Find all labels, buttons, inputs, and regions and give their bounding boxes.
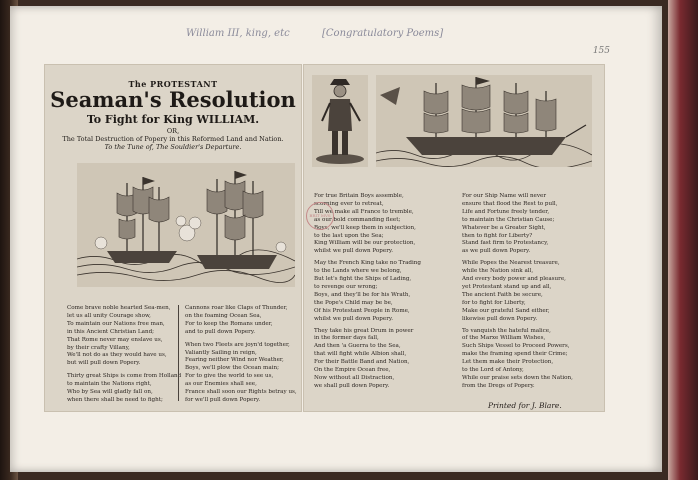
verse-line: Valiantly Sailing in reign,: [185, 349, 257, 356]
verse-line: scorning ever to retreat,: [314, 200, 384, 207]
verse-line: For to give the world to see us,: [185, 373, 274, 380]
verse-line: France shall soon our Rights betray us,: [185, 389, 297, 396]
verse-line: on the foaming Ocean Sea,: [185, 312, 262, 319]
verse-line: Boys, and they'll be for his Wrath,: [314, 291, 411, 298]
verse-line: Thirty great Ships is come from Holland: [67, 373, 182, 380]
verse-line: that will fight while Albion shall,: [314, 351, 407, 358]
verse-line: in this Ancient Christian Land;: [67, 328, 155, 335]
verse-line: as we pull down Popery.: [462, 248, 531, 255]
verse-line: to maintain the Christian Cause;: [462, 216, 555, 223]
verse-line: To maintain our Nations free man,: [67, 320, 165, 327]
title-line-tune: To the Tune of, The Souldier's Departure.: [104, 143, 242, 151]
verse-line: Let them make their Protection,: [462, 359, 554, 366]
woodcut-ship: [376, 75, 592, 167]
verse-line: Boys, we'll keep them in subjection,: [314, 224, 416, 231]
verse-line: and to pull down Popery.: [185, 328, 256, 335]
verse-line: Whatever be a Greater Sight,: [462, 224, 546, 231]
verse-line: Fearing neither Wind nor Weather,: [185, 357, 284, 364]
verse-right-col: [462, 193, 573, 391]
verse-line: When two Fleets are joyn'd together,: [185, 341, 290, 348]
verse-line: for we'll pull down Popery.: [185, 396, 261, 403]
title-line-3: To Fight for King WILLIAM.: [86, 113, 260, 126]
verse-line: May the French King take no Trading: [314, 260, 421, 267]
verse-line: Now without all Distraction,: [314, 374, 395, 381]
verse-line: but will pull down Popery.: [67, 360, 141, 367]
verse-line: we shall pull down Popery.: [314, 382, 390, 389]
verse-line: While Popes the Nearest treasure,: [462, 260, 560, 267]
verse-line: Make our grateful Sand either,: [462, 307, 550, 314]
verse-line: And every body power and pleasure,: [462, 276, 566, 283]
verse-line: to maintain the Nations right,: [67, 381, 152, 388]
verse-line: For true Britain Boys assemble,: [314, 193, 404, 199]
verse-line: Life and Fortune freely tender,: [462, 208, 550, 215]
verse-line: to the last upon the Sea;: [314, 232, 384, 239]
verse-line: King William will be our protection,: [314, 240, 416, 247]
broadside-left-sheet: [44, 64, 302, 412]
column-rule: [178, 305, 179, 401]
verse-line: On the Empire Ocean free,: [314, 367, 391, 374]
verse-line: from the Dregs of Popery.: [462, 382, 535, 389]
verse-line: to the Lord of Antony,: [462, 367, 524, 374]
album-page: [10, 6, 662, 472]
verse-line: as our bold commanding fleet;: [314, 216, 401, 223]
verse-line: let us all unity Courage show,: [67, 312, 151, 319]
library-stamp: BRIT MVS: [306, 202, 334, 230]
verse-line: to the Lands where we belong,: [314, 268, 402, 275]
verse-line: make the framing spend their Crime;: [462, 351, 568, 358]
title-line-or: OR,: [166, 127, 180, 135]
verse-line: Come brave noble hearted Sea-men,: [67, 305, 171, 311]
verse-line: But let's fight the Ships of Lading,: [314, 276, 412, 283]
verse-left-col-2: [185, 305, 297, 405]
verse-line: That Rome never may enslave us,: [67, 336, 163, 343]
verse-line: Who by Sea will gladly fall on,: [67, 389, 153, 396]
pencil-note-title: William III, king, etc: [186, 28, 290, 39]
title-line-5: The Total Destruction of Popery in this Reformed Land and Nation.: [62, 135, 284, 143]
pencil-note-category: [Congratulatory Poems]: [322, 28, 444, 39]
verse-line: whilst we pull down Popery.: [314, 248, 394, 255]
verse-line: And then 'a Guerra to the Sea,: [314, 343, 401, 350]
book-edge-right: [668, 0, 698, 480]
verse-line: For their Battle Band and Nation,: [314, 359, 410, 366]
verse-line: For our Ship Name will never: [462, 193, 547, 199]
verse-line: likewise pull down Popery.: [462, 315, 538, 322]
verse-line: ensure that flood the Rest to pull,: [462, 200, 558, 207]
verse-line: Boys, we'll plow the Ocean main;: [185, 365, 279, 372]
verse-line: to revenge our wrong;: [314, 283, 378, 290]
woodcut-ships-battle: [77, 163, 295, 287]
verse-line: Cannons roar like Claps of Thunder,: [185, 305, 288, 311]
verse-line: the Pope's Child may be be,: [314, 299, 393, 306]
folio-number: 155: [592, 46, 610, 56]
verse-line: The ancient Faith be secure,: [462, 291, 543, 298]
woodcut-standing-figure: [312, 75, 368, 167]
verse-line: in the former days fall,: [314, 335, 379, 342]
verse-line: Stand fast firm to Protestancy,: [462, 240, 549, 247]
verse-line: while the Nation sink all,: [462, 268, 534, 275]
verse-line: by their crafty Villany,: [67, 344, 130, 351]
verse-left-col-1: [67, 305, 181, 405]
verse-line: as our Enemies shall see,: [185, 381, 257, 388]
verse-line: when there shall be need to fight;: [67, 396, 163, 403]
verse-line: for to fight for Liberty,: [462, 299, 526, 306]
verse-line: whilst we pull down Popery.: [314, 315, 394, 322]
verse-line: Till we make all France to tremble,: [314, 208, 414, 215]
verse-line: We'll not do as they would have us,: [67, 352, 167, 359]
verse-line: Such Ships Vessel to Proceed Powers,: [462, 343, 570, 350]
verse-line: For to keep the Romans under,: [185, 320, 273, 327]
verse-line: Of his Protestant People in Rome,: [314, 307, 410, 314]
verse-line: of the Marxe William Wishes,: [462, 335, 546, 342]
verse-line: To vanquish the hateful malice,: [462, 327, 551, 334]
imprint: Printed for J. Blare.: [488, 401, 562, 410]
verse-line: They take his great Drum in power: [314, 327, 414, 334]
verse-line: yet Protestant stand up and all,: [462, 283, 552, 290]
title-line-1: The PROTESTANT: [128, 79, 218, 89]
broadside-right-sheet: [303, 64, 605, 412]
title-main: Seaman's Resolution: [50, 87, 296, 112]
verse-line: While our praise sets down the Nation,: [462, 374, 573, 381]
verse-line: then to fight for Liberty?: [462, 232, 533, 239]
